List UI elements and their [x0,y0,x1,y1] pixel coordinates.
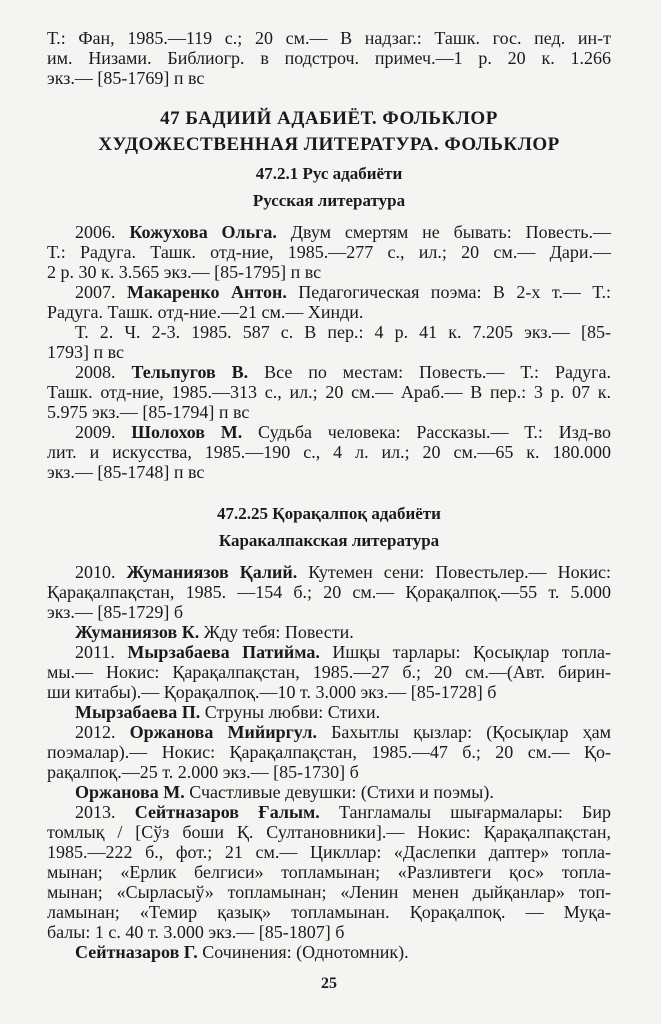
bibliographic-entry [47,422,611,482]
subsection-title-ru: Каракалпакская литература [218,531,440,550]
text: поэмалар).— Нокис: Қарақалпақстан, 1985.—47 б.; 20 см.— Қо- [47,742,611,762]
text: Қарақалпақстан, 1985. —154 б.; 20 см.— Қорақалпоқ.—55 т. 5.000 [47,582,611,602]
text: Бахытлы қызлар: (Қосықлар ҳам [316,722,611,742]
text: мынан; «Ерлик белгиси» топламынан; «Разливтеги қос» топла- [47,862,611,882]
author-name: Сейтназаров Г. [75,942,198,962]
entries-karakalpak [47,562,611,962]
text-line [47,242,611,262]
text: Струны любви: Стихи. [200,702,381,722]
author-name: Мырзабаева Патийма. [127,642,320,662]
text-line [47,662,611,682]
section-title: 47 БАДИИЙ АДАБИЁТ. ФОЛЬКЛОР [160,108,498,129]
bibliographic-entry [47,802,611,942]
bibliographic-entry [47,562,611,622]
author-name: Оржанова Мийиргул. [129,722,317,742]
page-number: 25 [321,975,337,992]
bibliographic-entry [47,322,611,362]
text: Радуга. Ташк. отд-ние.—21 см.— Хинди. [47,302,364,322]
text-line [47,222,611,242]
subsection-title: 47.2.1 Рус адабиёти [255,164,403,183]
text-line [47,822,611,842]
text: балы: 1 с. 40 т. 3.000 экз.— [85-1807] б [47,922,345,942]
text: экз.— [85-1729] б [47,602,183,622]
bibliographic-entry [47,28,611,88]
text: Ташк. отд-ние, 1985.—313 с., ил.; 20 см.— Араб.— В пер.: 3 р. 07 к. [47,382,611,402]
author-name: Жуманиязов Қалий. [126,562,298,582]
text: Т.: Фан, 1985.—119 с.; 20 см.— В надзаг.: Ташк. гос. пед. ин-т [47,28,611,48]
bibliographic-entry [47,722,611,782]
author-name: Кожухова Ольга. [129,222,277,242]
text-line [47,342,611,362]
text-line [47,802,611,822]
text: 2008. [75,362,132,382]
author-name: Тельпугов В. [131,362,249,382]
text-line [47,842,611,862]
text-line [47,902,611,922]
text: экз.— [85-1748] п вс [47,462,205,482]
text-line [47,622,611,642]
text-line [47,642,611,662]
bibliographic-entry [47,282,611,322]
bibliographic-entry [47,362,611,422]
author-name: Шолохов М. [131,422,243,442]
text-line [47,362,611,382]
text-line [47,922,611,942]
text: 2013. [75,802,135,822]
text-line [47,282,611,302]
subsection-title: 47.2.25 Қорақалпоқ адабиёти [217,504,441,523]
text-line [47,702,611,722]
section-title-ru: ХУДОЖЕСТВЕННАЯ ЛИТЕРАТУРА. ФОЛЬКЛОР [98,134,560,155]
text-line [47,322,611,342]
bibliographic-entry [47,642,611,702]
text: 2006. [75,222,130,242]
text-line [47,48,611,68]
text-line [47,862,611,882]
text: Тангламалы шығармалары: Бир [319,802,611,822]
text-line [47,742,611,762]
text-line [47,602,611,622]
text-line [47,382,611,402]
text: 2012. [75,722,130,742]
text: им. Низами. Библиогр. в подстроч. примеч.—1 р. 20 к. 1.266 [47,48,611,68]
text-line [47,28,611,48]
page-body [47,28,611,994]
text: мынан; «Сырласыў» топламынан; «Ленин менен дыйқанлар» топ- [47,882,611,902]
text: рақалпоқ.—25 т. 2.000 экз.— [85-1730] б [47,762,359,782]
text-line [47,462,611,482]
text: Сочинения: (Однотомник). [197,942,409,962]
continued-entry [47,28,611,88]
text-line [47,582,611,602]
text-line [47,722,611,742]
text: 2009. [75,422,132,442]
bibliographic-entry [47,622,611,642]
bibliographic-entry [47,222,611,282]
text: Двум смертям не бывать: Повесть.— [276,222,611,242]
text-line [47,682,611,702]
author-name: Мырзабаева П. [75,702,201,722]
text: 5.975 экз.— [85-1794] п вс [47,402,250,422]
text-line [47,882,611,902]
text-line [47,68,611,88]
text: экз.— [85-1769] п вс [47,68,205,88]
text-line [47,562,611,582]
text: 2011. [75,642,128,662]
text-line [47,442,611,462]
entries-russian [47,222,611,482]
author-name: Жуманиязов К. [75,622,200,642]
text: лит. и искусства, 1985.—190 с., 4 л. ил.; 20 см.—65 к. 180.000 [47,442,611,462]
author-name: Сейтназаров Ғалым. [134,802,320,822]
text: 2 р. 30 к. 3.565 экз.— [85-1795] п вс [47,262,322,282]
text-line [47,402,611,422]
text-line [47,782,611,802]
text: 1985.—222 б., фот.; 21 см.— Цикллар: «Даслепки даптер» топла- [47,842,611,862]
text-line [47,942,611,962]
text-line [47,422,611,442]
text: мы.— Нокис: Қарақалпақстан, 1985.—27 б.; 20 см.—(Авт. бирин- [47,662,611,682]
text: томлық / [Сўз боши Қ. Султановники].— Нокис: Қарақалпақстан, [47,822,611,842]
subsection-title-ru: Русская литература [252,191,406,210]
text: Все по местам: Повесть.— Т.: Радуга. [248,362,611,382]
text: Кутемен сени: Повестьлер.— Нокис: [297,562,612,582]
text: Ишқы тарлары: Қосықлар топла- [319,642,611,662]
text: 2007. [75,282,127,302]
bibliographic-entry [47,782,611,802]
text-line [47,762,611,782]
bibliographic-entry [47,942,611,962]
text: Счастливые девушки: (Стихи и поэмы). [184,782,494,802]
text-line [47,302,611,322]
text: 2010. [75,562,127,582]
text: Педагогическая поэма: В 2-х т.— Т.: [286,282,611,302]
bibliographic-entry [47,702,611,722]
text: Судьба человека: Рассказы.— Т.: Изд-во [242,422,612,442]
text: Т. 2. Ч. 2-3. 1985. 587 с. В пер.: 4 р. 41 к. 7.205 экз.— [85- [75,322,611,342]
author-name: Макаренко Антон. [126,282,287,302]
author-name: Оржанова М. [75,782,185,802]
text: Т.: Радуга. Ташк. отд-ние, 1985.—277 с., ил.; 20 см.— Дари.— [47,242,611,262]
text: ламынан; «Темир қазық» топламынан. Қорақалпоқ. — Муқа- [47,902,611,922]
text: 1793] п вс [47,342,125,362]
text: ши китабы).— Қорақалпоқ.—10 т. 3.000 экз.— [85-1728] б [47,682,497,702]
text-line [47,262,611,282]
text: Жду тебя: Повести. [199,622,354,642]
